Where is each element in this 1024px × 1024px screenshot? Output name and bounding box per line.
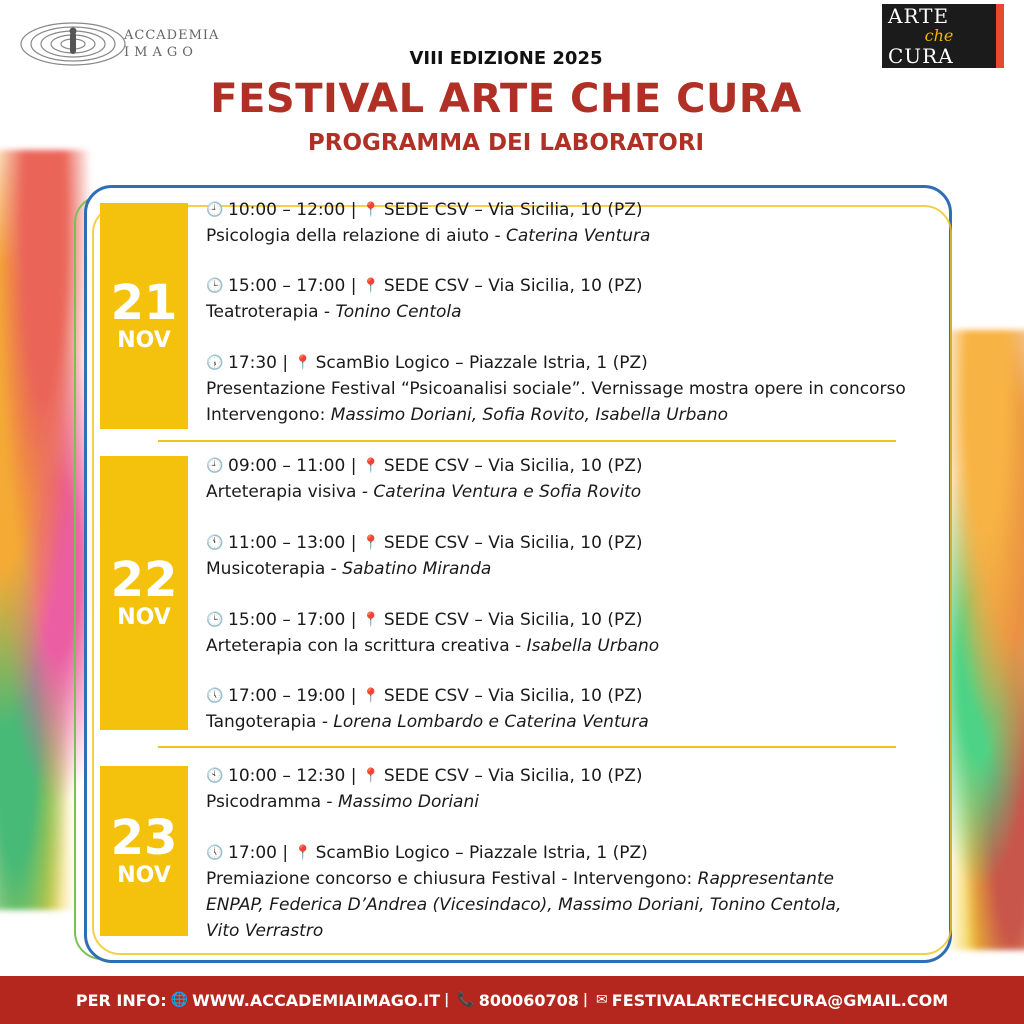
map-pin-icon: 📍 [362,612,380,628]
event-time: 09:00 – 11:00 | [228,456,357,476]
clock-icon: 🕘 [206,202,224,218]
event-place: ScamBio Logico – Piazzale Istria, 1 (PZ) [315,843,648,863]
event-activity: Teatroterapia - [206,302,336,322]
map-pin-icon: 📍 [362,278,380,294]
logo-line2: IMAGO [124,45,198,60]
day-month: NOV [117,605,171,630]
event-time: 11:00 – 13:00 | [228,533,357,553]
event-place: ScamBio Logico – Piazzale Istria, 1 (PZ) [315,353,648,373]
event-time: 17:00 | [228,843,289,863]
event-people: Lorena Lombardo e Caterina Ventura [333,712,649,732]
event-place: SEDE CSV – Via Sicilia, 10 (PZ) [383,610,643,630]
map-pin-icon: 📍 [362,535,380,551]
event-place: SEDE CSV – Via Sicilia, 10 (PZ) [383,766,643,786]
day-number: 21 [110,275,178,331]
event-people: Caterina Ventura [506,226,651,246]
footer-separator: | [444,992,450,1008]
footer-contact-bar [0,976,1024,1024]
event-item [206,683,966,735]
clock-icon: 🕙 [206,768,224,784]
event-item [206,530,966,582]
event-people-cont: Vito Verrastro [206,921,324,941]
day-number: 23 [110,810,178,866]
footer-email-link[interactable]: FESTIVALARTECHECURA@GMAIL.COM [611,990,949,1010]
event-people: Massimo Doriani, Sofia Rovito, Isabella Urbano [330,405,729,425]
page-title: FESTIVAL ARTE CHE CURA [210,76,802,122]
day-divider [158,746,896,748]
event-people: Tonino Centola [335,302,462,322]
event-item [206,763,966,815]
event-item [206,453,966,505]
event-item [206,607,966,659]
event-activity: Arteterapia visiva - [206,482,374,502]
clock-icon: 🕔 [206,845,224,861]
mail-icon: ✉ [596,992,608,1008]
clock-icon: 🕒 [206,612,224,628]
event-item [206,350,966,428]
event-people: Massimo Doriani [337,792,479,812]
day-divider [158,440,896,442]
event-activity: Psicodramma - [206,792,338,812]
event-time: 17:30 | [228,353,289,373]
map-pin-icon: 📍 [294,355,312,371]
phone-icon: 📞 [457,992,475,1008]
clock-icon: 🕚 [206,535,224,551]
event-activity: Musicoterapia - [206,559,343,579]
logo-word-cura: CURA [888,44,954,68]
footer-label: PER INFO: [75,990,167,1010]
clock-icon: 🕒 [206,278,224,294]
event-time: 17:00 – 19:00 | [228,686,357,706]
event-people: Caterina Ventura e Sofia Rovito [373,482,642,502]
event-extra-label: Intervengono: [206,405,331,425]
map-pin-icon: 📍 [362,202,380,218]
event-place: SEDE CSV – Via Sicilia, 10 (PZ) [383,276,643,296]
day-number: 22 [110,552,178,608]
footer-website-link[interactable]: WWW.ACCADEMIAIMAGO.IT [192,990,441,1010]
event-item [206,197,966,249]
globe-icon: 🌐 [170,992,189,1008]
footer-phone-link[interactable]: 800060708 [478,990,579,1010]
map-pin-icon: 📍 [362,458,380,474]
logo-word-che: che [924,26,954,45]
day-block-22 [100,456,188,730]
event-time: 15:00 – 17:00 | [228,276,357,296]
event-time: 10:00 – 12:00 | [228,200,357,220]
event-time: 10:00 – 12:30 | [228,766,357,786]
event-activity: Tangoterapia - [206,712,334,732]
footer-separator: | [582,992,589,1008]
clock-icon: 🕔 [206,688,224,704]
map-pin-icon: 📍 [362,688,380,704]
event-activity: Psicologia della relazione di aiuto - [206,226,506,246]
event-people: Rappresentante [697,869,834,889]
event-place: SEDE CSV – Via Sicilia, 10 (PZ) [383,686,643,706]
logo-line1: ACCADEMIA [124,28,220,43]
logo-word-arte: ARTE [888,4,950,28]
day-month: NOV [117,863,171,888]
edition-label: VIII EDIZIONE 2025 [409,48,603,69]
event-people: Isabella Urbano [526,636,660,656]
map-pin-icon: 📍 [294,845,312,861]
event-activity: Arteterapia con la scrittura creativa - [206,636,527,656]
clock-icon: 🕘 [206,458,224,474]
clock-icon: 🕠 [206,355,224,371]
event-activity: Premiazione concorso e chiusura Festival - Intervengono: [206,869,698,889]
day-block-21 [100,203,188,429]
map-pin-icon: 📍 [362,768,380,784]
event-time: 15:00 – 17:00 | [228,610,357,630]
event-people: Sabatino Miranda [342,559,492,579]
page-subtitle: PROGRAMMA DEI LABORATORI [307,130,705,156]
event-place: SEDE CSV – Via Sicilia, 10 (PZ) [383,200,643,220]
event-item [206,840,966,944]
day-block-23 [100,766,188,936]
event-activity: Presentazione Festival “Psicoanalisi sociale”. Vernissage mostra opere in concorso [206,379,906,399]
event-place: SEDE CSV – Via Sicilia, 10 (PZ) [383,456,643,476]
event-people-cont: ENPAP, Federica D’Andrea (Vicesindaco), Massimo Doriani, Tonino Centola, [206,895,842,915]
day-month: NOV [117,328,171,353]
event-place: SEDE CSV – Via Sicilia, 10 (PZ) [383,533,643,553]
event-item [206,273,966,325]
